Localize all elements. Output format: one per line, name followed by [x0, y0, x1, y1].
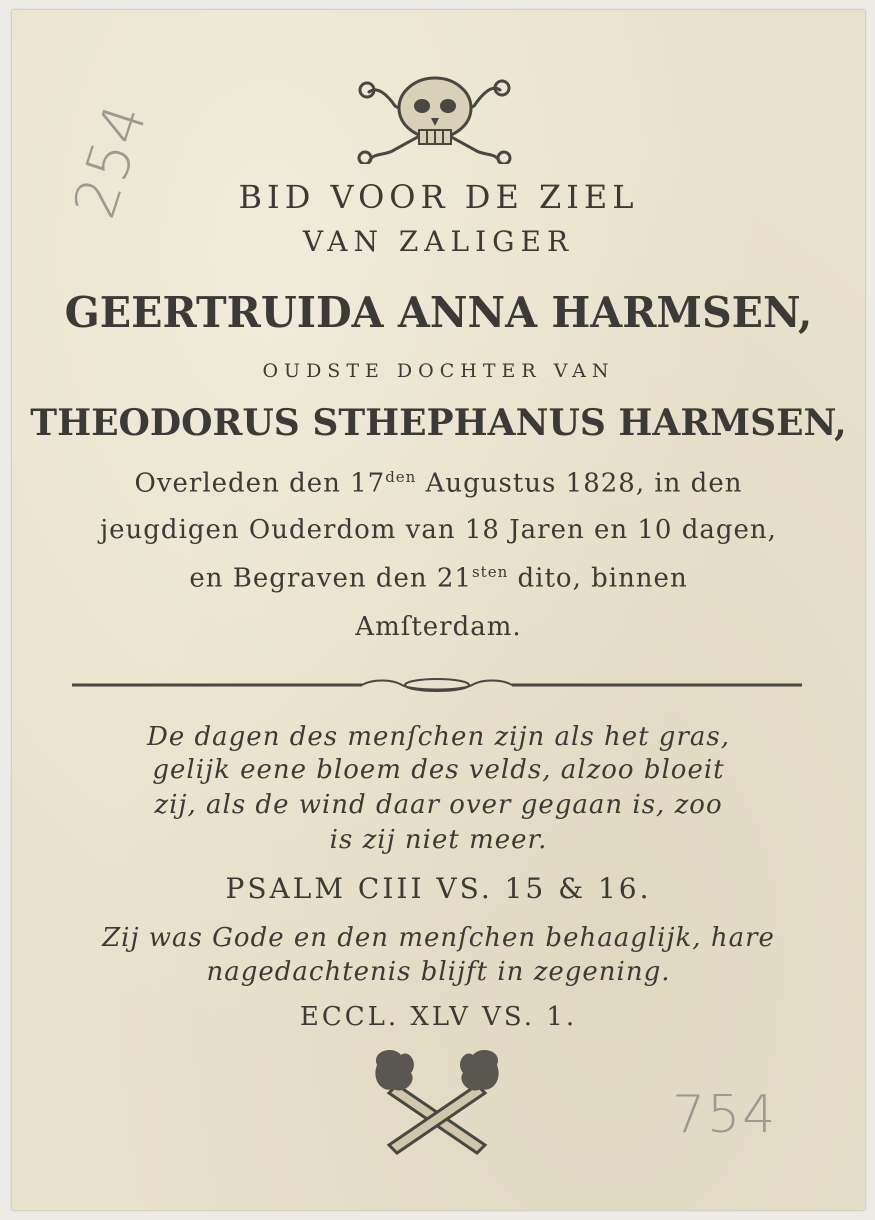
ornamental-divider [72, 675, 802, 695]
deceased-name: GEERTRUIDA ANNA HARMSEN, [64, 288, 813, 337]
burial-line: en Begraven den $21^{sten}$ dito, binnen [189, 563, 688, 594]
verse-1-reference: PSALM CIII VS. 15 & 16. [225, 872, 652, 905]
age-line: jeugdigen Ouderdom van 18 Jaren en 10 dagen, [100, 515, 777, 545]
skull-and-crossbones-icon [347, 72, 522, 164]
verse-2-line-2: nagedachtenis blijft in zegening. [206, 957, 671, 987]
father-name: THEODORUS STHEPHANUS HARMSEN, [30, 402, 847, 444]
verse-2-line-1: Zij was Gode en den menſchen behaaglijk, hare [102, 923, 775, 953]
burial-place-line: Amſterdam. [355, 612, 522, 642]
relation-line: OUDSTE DOCHTER VAN [262, 360, 615, 382]
crossed-torches-icon [357, 1045, 517, 1155]
verse-1-line-4: is zij niet meer. [329, 825, 548, 855]
handwritten-number-top: 254 [60, 93, 161, 227]
verse-1-line-3: zij, als de wind daar over gegaan is, zoo [154, 790, 723, 820]
prayer-card [12, 10, 865, 1210]
heading-line-1: BID VOOR DE ZIEL [238, 178, 639, 216]
verse-1-line-1: De dagen des menſchen zijn als het gras, [147, 722, 730, 752]
death-date-line: Overleden den $17^{den}$ Augustus 1828, in den [134, 468, 743, 499]
verse-1-line-2: gelijk eene bloem des velds, alzoo bloeit [152, 755, 725, 785]
handwritten-number-bottom: 754 [672, 1085, 778, 1145]
verse-2-reference: ECCL. XLV VS. 1. [299, 1002, 578, 1032]
heading-line-2: VAN ZALIGER [302, 225, 575, 258]
